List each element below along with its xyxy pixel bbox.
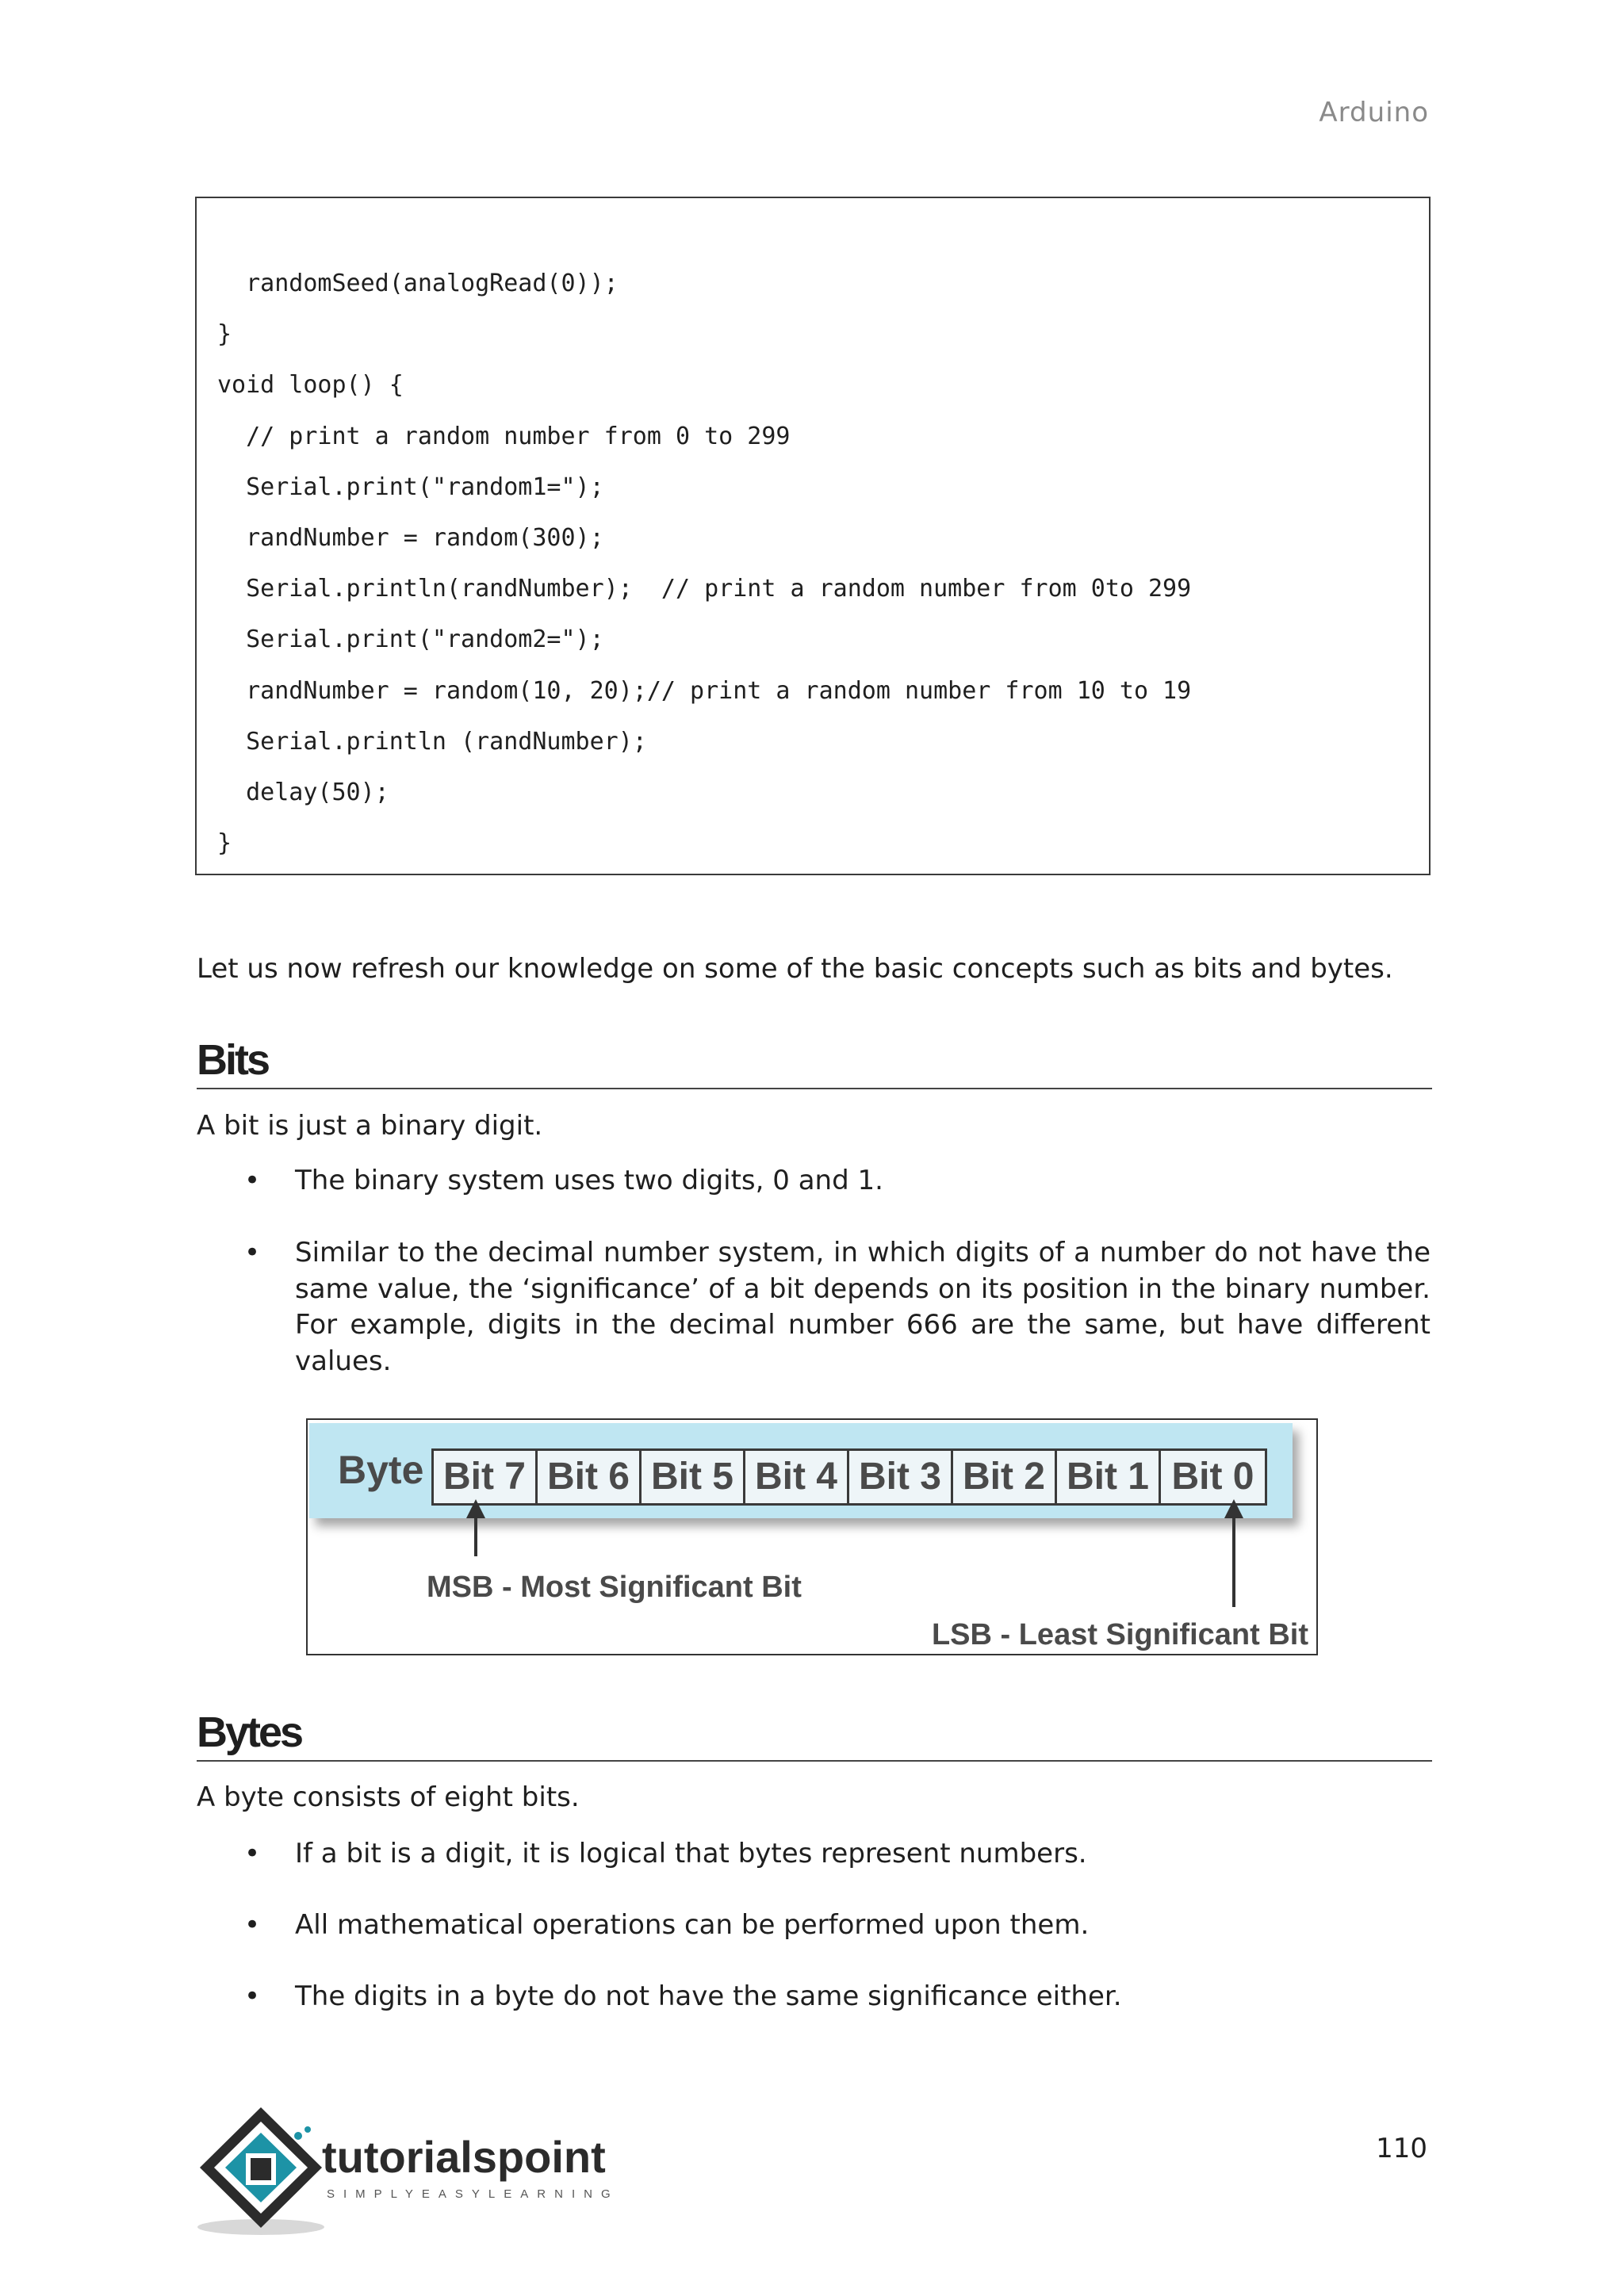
intro-paragraph: Let us now refresh our knowledge on some of the basic concepts such as bits and bytes. (197, 953, 1393, 985)
bullet-dot: • (244, 1909, 261, 1941)
bytes-bullet (244, 1836, 1431, 1873)
bit-cell: Bit 1 (1057, 1451, 1161, 1503)
byte-label: Byte (338, 1448, 424, 1492)
byte-diagram (306, 1418, 1318, 1655)
code-line: } (217, 320, 232, 349)
bit-cell: Bit 3 (849, 1451, 953, 1503)
code-line: randNumber = random(10, 20);// print a random number from 10 to 19 (217, 676, 1192, 705)
bullet-text: Similar to the decimal number system, in which digits of a number do not have the same value, the ‘significance’ of a bit depends on its position in the binary number. For example, digits in the decimal number 666 are the same, but have different values. (295, 1237, 1431, 1377)
bit-cell: Bit 7 (434, 1451, 538, 1503)
bytes-heading-text: Bytes (197, 1709, 302, 1756)
bits-bullet (244, 1163, 1431, 1200)
bytes-bullet (244, 1908, 1431, 1944)
logo-icon (193, 2104, 638, 2239)
code-block (195, 197, 1431, 875)
bits-bullet (244, 1235, 1431, 1380)
bullet-text: If a bit is a digit, it is logical that bytes represent numbers. (295, 1838, 1087, 1869)
code-line: void loop() { (217, 371, 404, 400)
bits-heading (197, 1026, 1432, 1089)
bullet-text: All mathematical operations can be performed upon them. (295, 1909, 1090, 1941)
bits-heading-text: Bits (197, 1036, 269, 1084)
msb-arrow-icon (466, 1499, 485, 1556)
code-line: } (217, 829, 232, 858)
bit-cell: Bit 4 (745, 1451, 849, 1503)
bullet-text: The digits in a byte do not have the same significance either. (295, 1980, 1122, 2012)
lsb-arrow-icon (1224, 1499, 1243, 1607)
msb-label: MSB - Most Significant Bit (427, 1571, 802, 1604)
code-line: delay(50); (217, 779, 389, 807)
bit-cell: Bit 0 (1171, 1456, 1254, 1498)
code-line: Serial.print("random2="); (217, 626, 604, 654)
code-line: Serial.print("random1="); (217, 473, 604, 501)
logo-wordmark: tutorialspoint (322, 2132, 606, 2182)
bullet-text: The binary system uses two digits, 0 and 1. (295, 1165, 883, 1196)
page-number: 110 (1376, 2133, 1427, 2164)
bit-cell: Bit 5 (642, 1451, 745, 1503)
code-line: randNumber = random(300); (217, 524, 604, 553)
bit-cell: Bit 6 (538, 1451, 642, 1503)
code-line: Serial.println(randNumber); // print a random number from 0to 299 (217, 575, 1192, 603)
page-header: Arduino (1319, 97, 1429, 128)
bullet-dot: • (244, 1237, 261, 1269)
code-line: randomSeed(analogRead(0)); (217, 270, 619, 297)
bits-definition: A bit is just a binary digit. (197, 1110, 543, 1142)
code-line: // print a random number from 0 to 299 (217, 422, 791, 450)
bytes-definition: A byte consists of eight bits. (197, 1781, 580, 1813)
bullet-dot: • (244, 1980, 261, 2012)
bytes-bullet (244, 1979, 1431, 2015)
bytes-heading (197, 1698, 1432, 1762)
code-line: Serial.println (randNumber); (217, 727, 647, 756)
tutorialspoint-logo (193, 2104, 638, 2239)
bit-cell: Bit 2 (953, 1451, 1057, 1503)
bullet-dot: • (244, 1838, 261, 1869)
logo-tagline: SIMPLYEASYLEARNING (327, 2187, 619, 2201)
bullet-dot: • (244, 1165, 261, 1196)
lsb-label: LSB - Least Significant Bit (931, 1618, 1308, 1651)
